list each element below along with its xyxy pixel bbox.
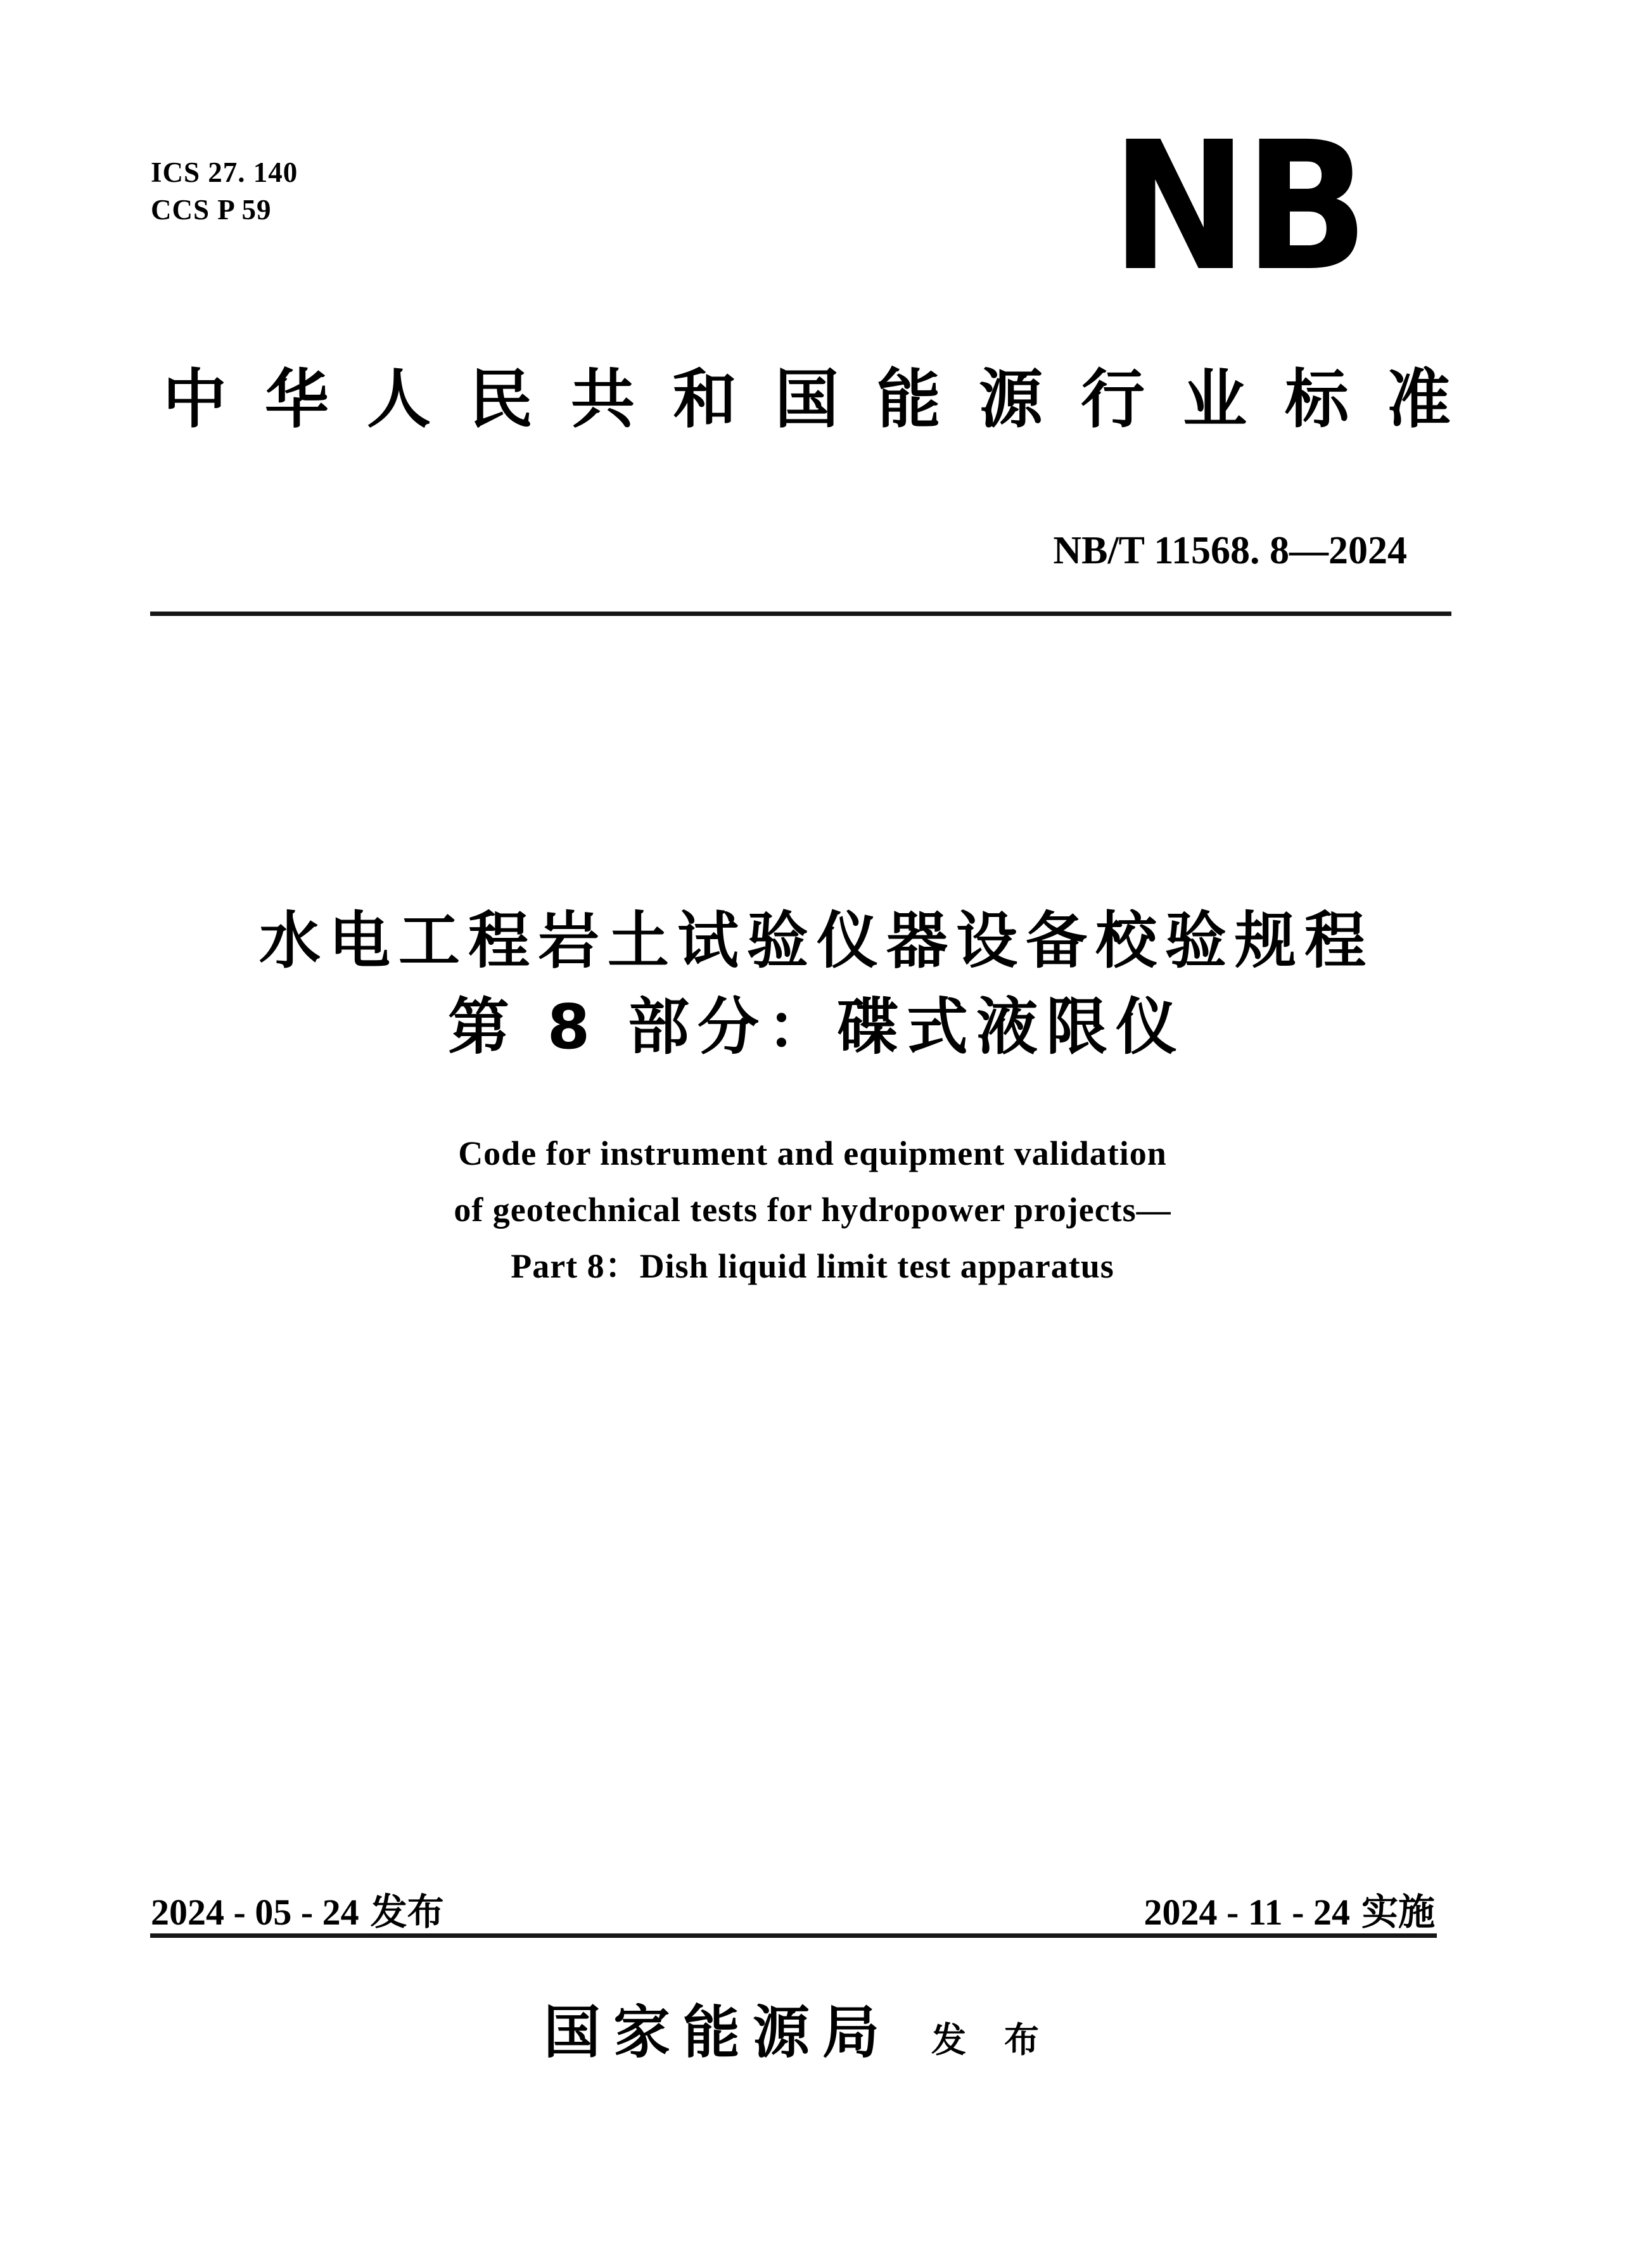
document-title-en-line1: Code for instrument and equipment validation <box>458 1134 1167 1172</box>
publisher-name: 国家能源局 <box>544 2002 892 2065</box>
header-divider <box>150 612 1451 616</box>
implement-date: 2024 - 11 - 24 <box>1144 1892 1350 1933</box>
implement-date-label: 实施 <box>1361 1892 1435 1933</box>
document-title-en-line2: of geotechnical tests for hydropower projects— <box>454 1191 1171 1229</box>
issue-date-label: 发布 <box>370 1892 444 1933</box>
standard-class-title: 中华人民共和国能源行业标准 <box>162 364 1489 435</box>
issue-date-row <box>151 1882 444 1935</box>
document-title-en-line3: Part 8：Dish liquid limit test apparatus <box>511 1247 1114 1285</box>
ics-code: ICS 27. 140 <box>151 157 298 188</box>
publisher-row <box>544 2002 1078 2065</box>
document-title-en <box>0 1125 1625 1295</box>
document-title-cn-line1: 水电工程岩土试验仪器设备校验规程 <box>259 905 1374 977</box>
issue-date: 2024 - 05 - 24 <box>151 1892 359 1933</box>
document-title-cn <box>0 905 1625 1063</box>
publish-label: 发布 <box>931 2021 1078 2060</box>
implement-date-row <box>1144 1882 1435 1935</box>
document-title-cn-line2: 第 8 部分：碟式液限仪 <box>447 991 1186 1063</box>
ccs-code: CCS P 59 <box>151 194 272 226</box>
standard-number: NB/T 11568. 8—2024 <box>1053 529 1407 572</box>
footer-divider <box>150 1933 1437 1938</box>
nb-logo: NB <box>1111 104 1365 311</box>
classification-codes <box>151 154 298 229</box>
